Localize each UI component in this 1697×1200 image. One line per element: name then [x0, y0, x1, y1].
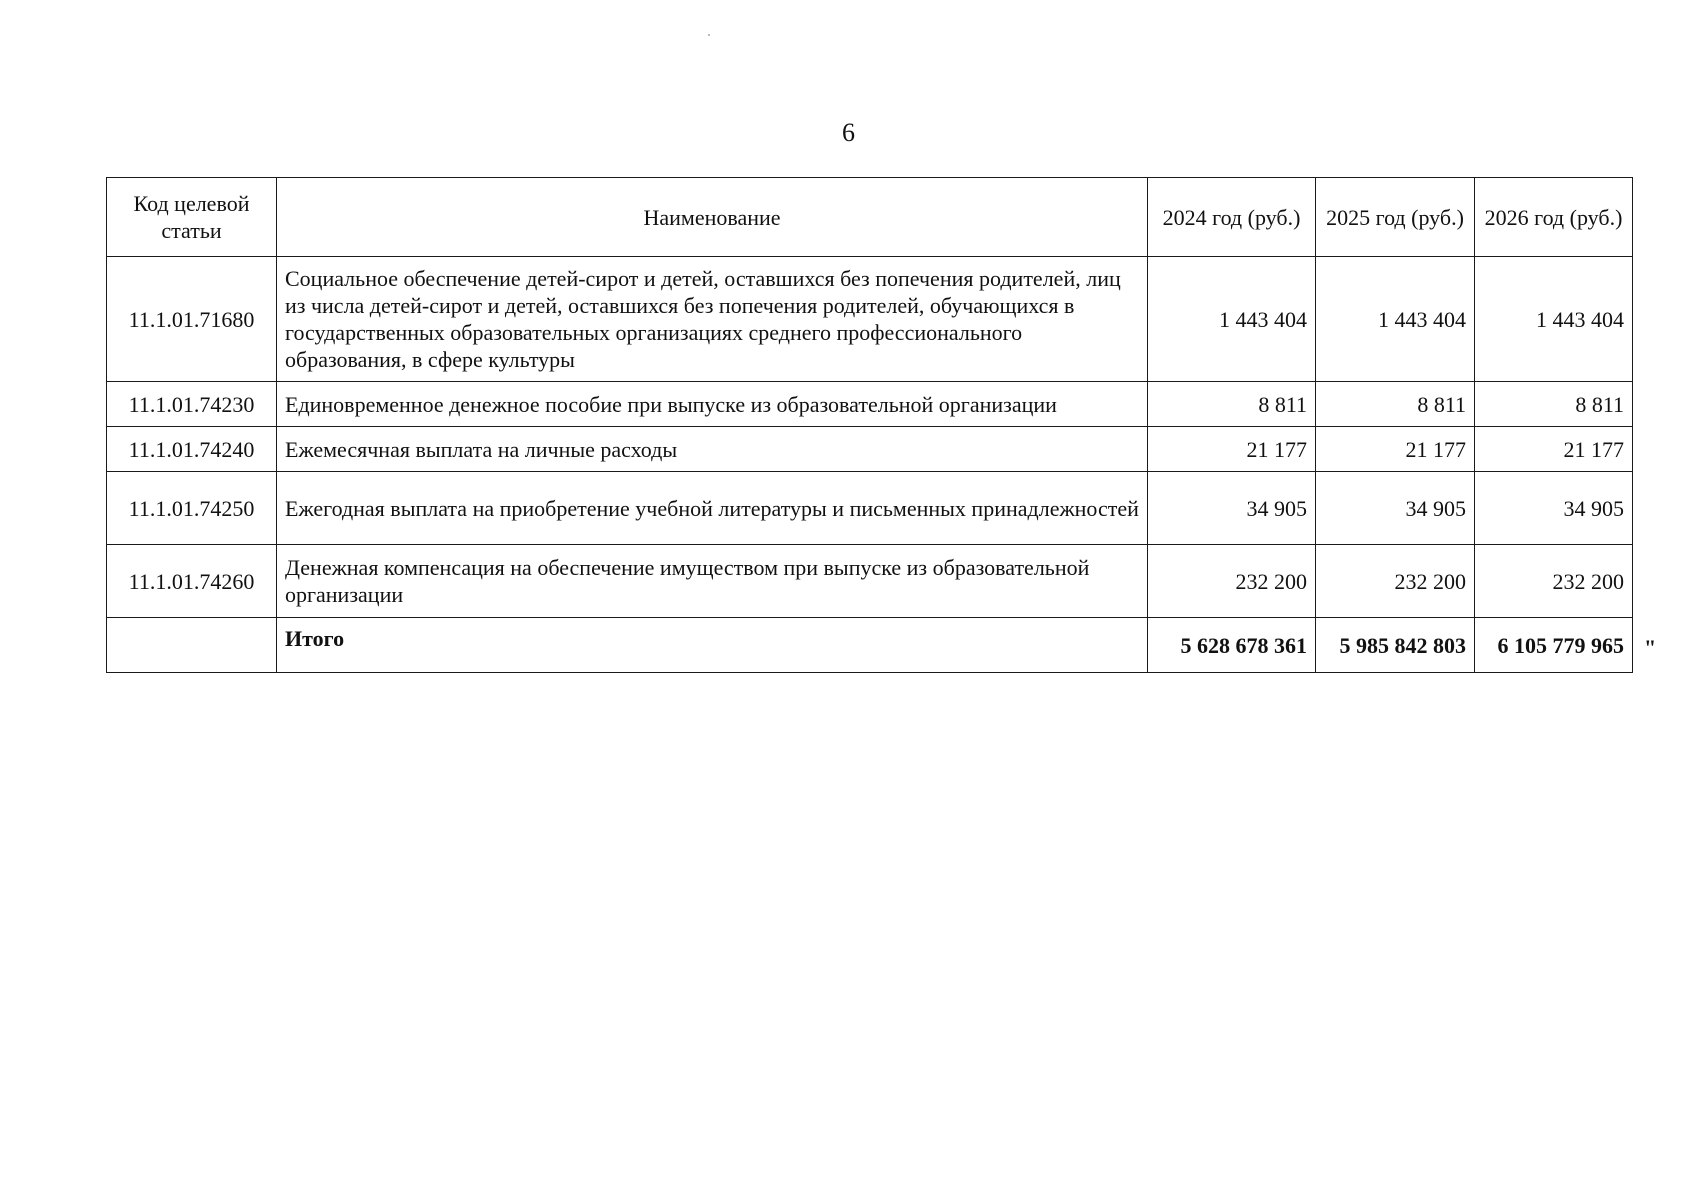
table-row — [107, 427, 1633, 472]
total-code — [107, 618, 277, 673]
row-value-2026: 34 905 — [1475, 472, 1633, 545]
total-value-2025: 5 985 842 803 — [1316, 618, 1475, 673]
total-value-2024: 5 628 678 361 — [1148, 618, 1316, 673]
row-value-2024: 21 177 — [1148, 427, 1316, 472]
header-code: Код целевой статьи — [107, 178, 277, 257]
row-name: Единовременное денежное пособие при выпуске из образовательной организации — [277, 382, 1148, 427]
budget-table — [106, 177, 1633, 673]
page-number: 6 — [842, 118, 855, 147]
row-code: 11.1.01.71680 — [107, 257, 277, 382]
row-value-2024: 8 811 — [1148, 382, 1316, 427]
row-code: 11.1.01.74250 — [107, 472, 277, 545]
row-value-2026: 232 200 — [1475, 545, 1633, 618]
row-name: Социальное обеспечение детей-сирот и детей, оставшихся без попечения родителей, лиц из числа детей-сирот и детей, оставшихся без попечения родителей, обучающихся в государственных образовательных организациях среднего профессионального образования, в сфере культуры — [277, 257, 1148, 382]
closing-quote-mark: " — [1644, 635, 1657, 660]
table-row — [107, 545, 1633, 618]
row-value-2026: 8 811 — [1475, 382, 1633, 427]
table-row — [107, 257, 1633, 382]
row-value-2025: 1 443 404 — [1316, 257, 1475, 382]
row-code: 11.1.01.74260 — [107, 545, 277, 618]
header-2025: 2025 год (руб.) — [1316, 178, 1475, 257]
table-header-row — [107, 178, 1633, 257]
row-value-2026: 21 177 — [1475, 427, 1633, 472]
row-value-2025: 34 905 — [1316, 472, 1475, 545]
table-row — [107, 382, 1633, 427]
row-value-2025: 21 177 — [1316, 427, 1475, 472]
row-value-2024: 34 905 — [1148, 472, 1316, 545]
header-name: Наименование — [277, 178, 1148, 257]
row-value-2025: 232 200 — [1316, 545, 1475, 618]
row-name: Ежегодная выплата на приобретение учебной литературы и письменных принадлежностей — [277, 472, 1148, 545]
row-code: 11.1.01.74240 — [107, 427, 277, 472]
total-label: Итого — [277, 618, 1148, 673]
header-2024: 2024 год (руб.) — [1148, 178, 1316, 257]
row-value-2024: 232 200 — [1148, 545, 1316, 618]
scan-speck — [708, 34, 710, 36]
row-value-2024: 1 443 404 — [1148, 257, 1316, 382]
row-code: 11.1.01.74230 — [107, 382, 277, 427]
row-value-2025: 8 811 — [1316, 382, 1475, 427]
row-name: Денежная компенсация на обеспечение имуществом при выпуске из образовательной организации — [277, 545, 1148, 618]
row-name: Ежемесячная выплата на личные расходы — [277, 427, 1148, 472]
total-value-2026: 6 105 779 965 — [1475, 618, 1633, 673]
table-row — [107, 472, 1633, 545]
row-value-2026: 1 443 404 — [1475, 257, 1633, 382]
header-2026: 2026 год (руб.) — [1475, 178, 1633, 257]
total-row — [107, 618, 1633, 673]
